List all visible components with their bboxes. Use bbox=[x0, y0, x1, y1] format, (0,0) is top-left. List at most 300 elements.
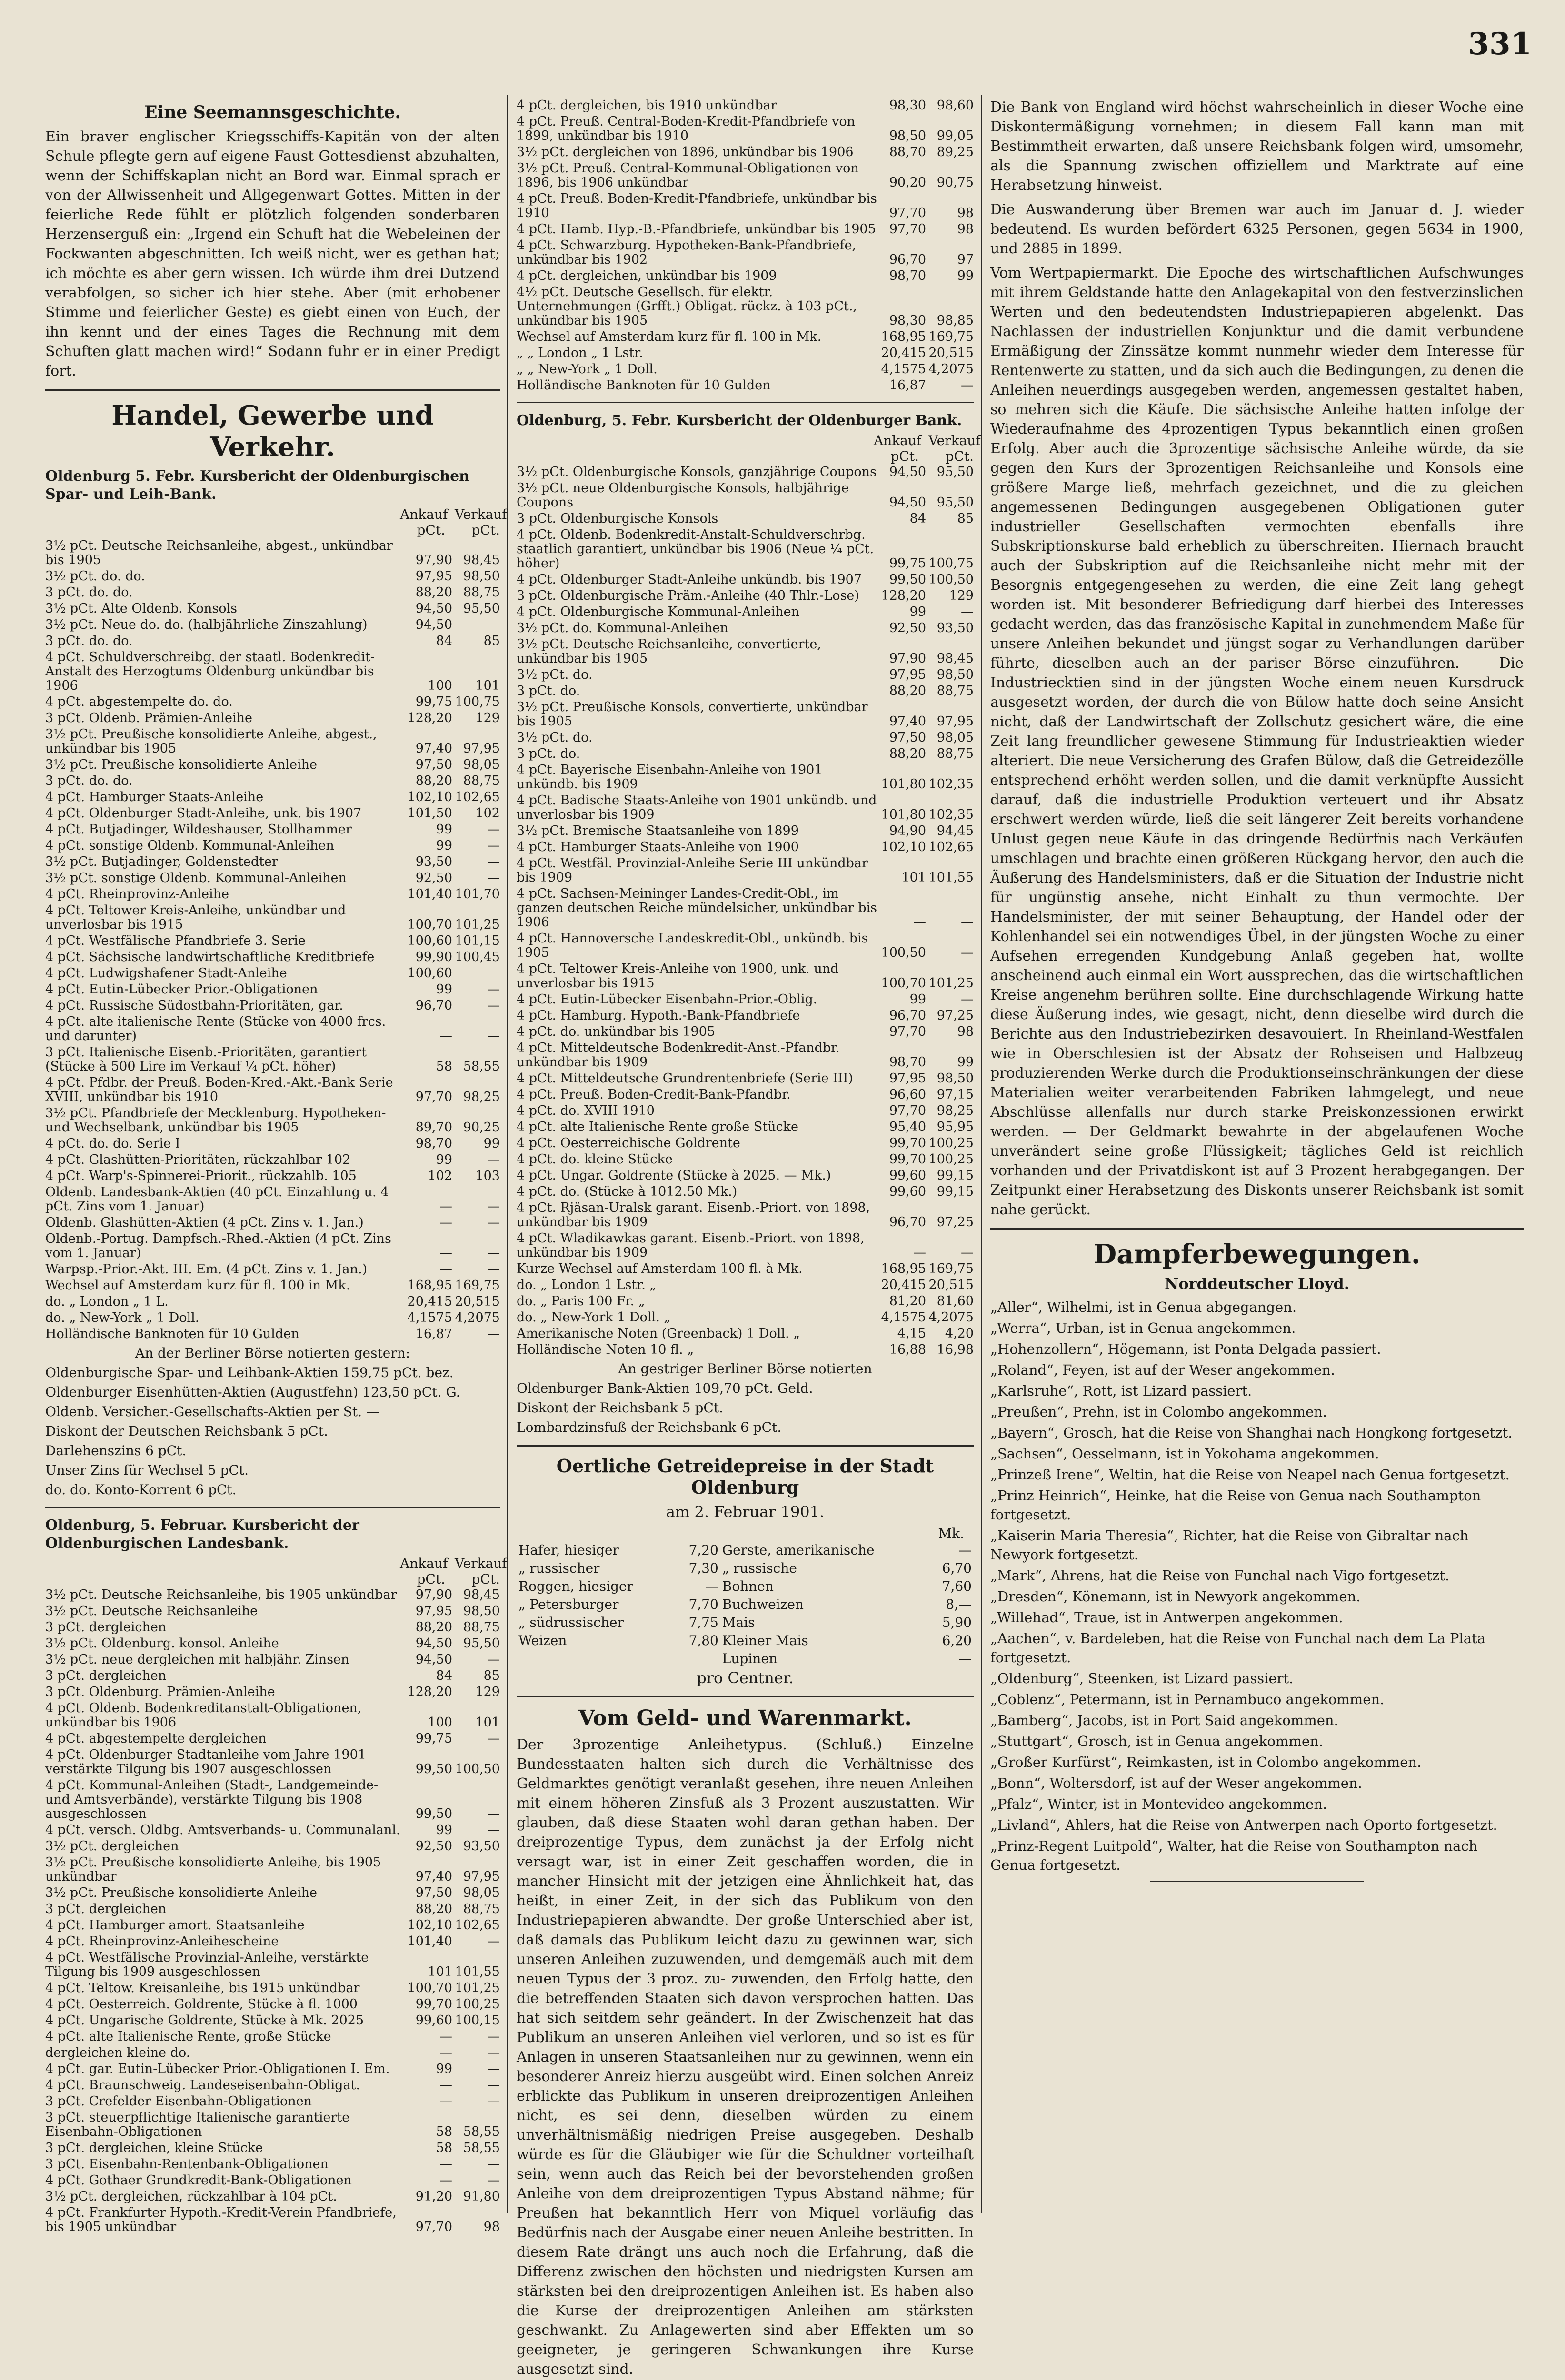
quote-ankauf: 20,415 bbox=[407, 1294, 452, 1309]
quote-ankauf: 100,70 bbox=[881, 976, 926, 991]
quote-row bbox=[45, 1152, 500, 1168]
quote-row bbox=[45, 870, 500, 886]
quote-verkauf: 88,75 bbox=[463, 585, 500, 600]
quote-label: Kurze Wechsel auf Amsterdam 100 fl. à Mk. bbox=[517, 1261, 803, 1276]
quote-label: 3 pCt. Oldenburgische Konsols bbox=[517, 511, 718, 526]
quote-label: 4 pCt. Oldenb. Bodenkreditanstalt-Obligationen, unkündbar bis 1906 bbox=[45, 1701, 362, 1730]
quote-label: 4 pCt. Warp's-Spinnerei-Priorit., rückzahlb. 105 bbox=[45, 1169, 357, 1183]
quote-verkauf: — bbox=[487, 982, 500, 997]
quote-row bbox=[45, 1996, 500, 2013]
quote-row bbox=[517, 762, 974, 793]
quote-row bbox=[517, 114, 974, 144]
quote-label: 4 pCt. Rjäsan-Uralsk garant. Eisenb.-Priort. von 1898, unkündbar bis 1909 bbox=[517, 1200, 870, 1230]
quote-label: 4 pCt. Westfälische Provinzial-Anleihe, verstärkte Tilgung bis 1909 ausgeschlossen bbox=[45, 1950, 369, 1979]
quote-label: 3½ pCt. Preußische konsolidierte Anleihe bbox=[45, 1885, 318, 1900]
quote-row bbox=[45, 633, 500, 649]
quote-verkauf: 129 bbox=[949, 588, 974, 603]
quote-label: 4 pCt. Eutin-Lübecker Eisenbahn-Prior.-Oblig. bbox=[517, 992, 817, 1007]
quote-ankauf: 4,1575 bbox=[407, 1310, 452, 1325]
ship-movement: „Pfalz“, Winter, ist in Montevideo angekommen. bbox=[990, 1796, 1327, 1812]
ship-movement: „Oldenburg“, Steenken, ist Lizard passiert. bbox=[990, 1670, 1294, 1686]
quote-verkauf: 98,45 bbox=[937, 651, 974, 666]
quote-ankauf: 99,90 bbox=[415, 950, 452, 964]
quote-ankauf: 96,70 bbox=[415, 998, 452, 1013]
quote-verkauf: — bbox=[487, 838, 500, 853]
quote-label: 3½ pCt. dergleichen, rückzahlbar à 104 pCt. bbox=[45, 2189, 337, 2204]
quote-label: 3½ pCt. do. do. bbox=[45, 569, 145, 584]
ship-movement: „Bayern“, Grosch, hat die Reise von Shanghai nach Hongkong fortgesetzt. bbox=[990, 1425, 1513, 1441]
quote-ankauf: 168,95 bbox=[881, 329, 926, 344]
column-labels: Ankauf pCt. Verkauf pCt. bbox=[400, 1556, 507, 1587]
note-line: Diskont der Deutschen Reichsbank 5 pCt. bbox=[45, 1423, 328, 1439]
quote-label: 4 pCt. sonstige Oldenb. Kommunal-Anleihen bbox=[45, 838, 334, 853]
quote-row bbox=[45, 1854, 500, 1885]
quote-label: 3 pCt. dergleichen, kleine Stücke bbox=[45, 2141, 263, 2155]
quote-ankauf: 94,50 bbox=[889, 465, 926, 479]
quote-verkauf: 4,2075 bbox=[455, 1310, 500, 1325]
quote-ankauf: — bbox=[913, 915, 926, 930]
grain-price-table bbox=[517, 1541, 974, 1668]
quote-label: do. „ London „ 1 L. bbox=[45, 1294, 169, 1309]
quote-ankauf: 88,20 bbox=[415, 774, 452, 788]
quote-row bbox=[517, 931, 974, 961]
quote-label: 4 pCt. Preuß. Central-Boden-Kredit-Pfandbriefe von 1899, unkündbar bis 1910 bbox=[517, 114, 856, 143]
quote-ankauf: 101,80 bbox=[881, 807, 926, 822]
quote-label: 3 pCt. Crefelder Eisenbahn-Obligationen bbox=[45, 2094, 312, 2109]
quote-verkauf: 101,55 bbox=[928, 870, 974, 885]
quote-row bbox=[517, 636, 974, 667]
quote-row bbox=[45, 1934, 500, 1950]
grain-row bbox=[517, 1650, 974, 1668]
quote-ankauf: 99 bbox=[436, 822, 452, 837]
grain-name: „ russischer bbox=[518, 1560, 600, 1576]
quote-label: 4 pCt. Wladikawkas garant. Eisenb.-Priort. von 1898, unkündbar bis 1909 bbox=[517, 1231, 865, 1260]
quote-ankauf: 20,415 bbox=[881, 1278, 926, 1292]
quote-ankauf: 84 bbox=[436, 634, 452, 648]
divider bbox=[45, 1507, 500, 1508]
quote-row bbox=[45, 601, 500, 617]
quote-label: 3 pCt. do. do. bbox=[45, 774, 133, 788]
quote-row bbox=[517, 191, 974, 221]
grain-price: 7,20 bbox=[688, 1542, 718, 1558]
quote-table-landesbank-continued bbox=[517, 98, 974, 394]
quote-label: 4 pCt. Sächsische landwirtschaftliche Kreditbriefe bbox=[45, 950, 375, 964]
divider bbox=[990, 1228, 1524, 1230]
quote-row bbox=[45, 1294, 500, 1310]
quote-row bbox=[45, 726, 500, 757]
quote-label: 4 pCt. Frankfurter Hypoth.-Kredit-Verein Pfandbriefe, bis 1905 unkündbar bbox=[45, 2205, 397, 2234]
page-number: 331 bbox=[1468, 26, 1532, 62]
note-line: Diskont der Reichsbank 5 pCt. bbox=[517, 1400, 723, 1416]
quote-ankauf: — bbox=[439, 2045, 452, 2060]
grain-name: Bohnen bbox=[722, 1578, 774, 1594]
quote-row bbox=[517, 1071, 974, 1087]
quote-row bbox=[517, 1200, 974, 1230]
quote-verkauf: 98,50 bbox=[463, 569, 500, 584]
quote-row bbox=[45, 1777, 500, 1822]
quote-row bbox=[517, 361, 974, 377]
quote-ankauf: 99 bbox=[436, 2062, 452, 2076]
market-paragraph-1: Der 3prozentige Anleihetypus. (Schluß.) Einzelne Bundesstaaten halten sich durch die Verhältnisse des Geldmarktes genötigt veranlaßt gesehen, ihre neuen Anleihen mit einem höheren Zinsfuß als 3 Prozent auszustatten. Wir glauben, daß diese Staaten wohl daran gethan haben. Der dreiprozentige Typus, dem zunächst ja der Erfolg nicht versagt war, ist in einer Zeit geschaffen worden, die in mancher Hinsicht mit der jetzigen eine Ähnlichkeit hat, das heißt, in einer Zeit, in der sich das Publikum von den Industriepapieren abwandte. Der große Unterschied aber ist, daß damals das Publikum leicht dazu zu gewinnen war, sich unseren Anleihen zuzuwenden, und demgemäß auch mit dem neuen Typus der 3 proz. zu- zuwenden, den Erfolg hatte, den die betreffenden Staaten sich davon versprochen hatten. Das hat sich seitdem sehr geändert. In der Zwischenzeit hat das Publikum an unseren Anleihen viel verloren, und so ist es für Anlagen in unseren Staatsanleihen nur zu gewinnen, wenn ein besonderer Anreiz hierzu ausgeübt wird. Einen solchen Anreiz erblickte das Publikum in unseren dreiprozentigen Anleihen nicht, es sei denn, dieselben würden zu einem unverhältnismäßig niedrigen Preise ausgegeben. Deshalb würde es für die Gläubiger wie für die Schuldner vorteilhaft sein, wenn auch das Reich bei der bevorstehenden großen Anleihe von dem dreiprozentigen Typus Abstand nähme; für Preußen hat bekanntlich Herr von Miquel vorläufig das Bedürfnis nach der Ausgabe einer neuen Anleihe bestritten. In diesem Rate drängt uns auch noch die Erfahrung, daß die Differenz zwischen den höchsten und niedrigsten Kursen am stärksten bei den dreiprozentigen Anleihen ist. Es haben also die Kurse der dreiprozentigen Anleihen am stärksten geschwankt. Zu Anlagewerten sind aber Effekten um so geeigneter, je geringeren Schwankungen ihre Kurse ausgesetzt sind. bbox=[517, 1736, 974, 2378]
quote-ankauf: 100 bbox=[428, 678, 452, 693]
quote-label: 4 pCt. Pfdbr. der Preuß. Boden-Kred.-Akt.-Bank Serie XVIII, unkündbar bis 1910 bbox=[45, 1075, 393, 1104]
quote-ankauf: — bbox=[439, 2157, 452, 2172]
quote-label: 4 pCt. Glashütten-Prioritäten, rückzahlbar 102 bbox=[45, 1152, 351, 1167]
quote-row bbox=[45, 1838, 500, 1854]
grain-price: 7,70 bbox=[688, 1597, 718, 1612]
quote-row bbox=[45, 1747, 500, 1777]
quote-verkauf: 100,25 bbox=[455, 1997, 500, 2012]
quote-row bbox=[517, 1277, 974, 1293]
quote-label: do. „ London 1 Lstr. „ bbox=[517, 1278, 657, 1292]
quote-row bbox=[517, 961, 974, 992]
quote-ankauf: 97,70 bbox=[889, 222, 926, 237]
quote-ankauf: 97,40 bbox=[415, 1869, 452, 1884]
quote-verkauf: — bbox=[487, 2062, 500, 2076]
quote-verkauf: 97,15 bbox=[937, 1087, 974, 1102]
quote-ankauf: 94,50 bbox=[415, 1636, 452, 1651]
quote-verkauf: 101 bbox=[475, 678, 500, 693]
quote-row bbox=[45, 1603, 500, 1619]
grain-row bbox=[517, 1596, 974, 1614]
quote-verkauf: — bbox=[487, 854, 500, 869]
quote-label: 3½ pCt. dergleichen von 1896, unkündbar bis 1906 bbox=[517, 145, 854, 159]
quote-verkauf: 98,05 bbox=[463, 757, 500, 772]
ship-movement: „Aller“, Wilhelmi, ist in Genua abgegangen. bbox=[990, 1299, 1297, 1315]
column-right bbox=[990, 98, 1524, 1889]
quote-label: 3 pCt. dergleichen bbox=[45, 1902, 167, 1916]
divider bbox=[1150, 1881, 1364, 1882]
quote-row bbox=[45, 2189, 500, 2205]
quote-verkauf: 102,65 bbox=[455, 790, 500, 804]
quote-verkauf: 4,20 bbox=[945, 1326, 974, 1341]
quote-ankauf: 99 bbox=[436, 838, 452, 853]
quote-verkauf: 100,25 bbox=[928, 1136, 974, 1150]
quote-row bbox=[45, 757, 500, 773]
market-paragraph-2: Die Bank von England wird höchst wahrscheinlich in dieser Woche eine Diskontermäßigung vornehmen; in diesem Fall kann man mit Bestimmtheit erwarten, daß unsere Reichsbank folgen wird, umsomehr, als die Spannung zwischen offiziellem und Marktrate auf eine Herabsetzung hinweist. bbox=[990, 99, 1524, 194]
quote-ankauf: 102,10 bbox=[407, 1918, 452, 1933]
section-title-handel: Handel, Gewerbe und Verkehr. bbox=[111, 400, 434, 463]
quote-row bbox=[45, 568, 500, 585]
ship-movement: „Prinz-Regent Luitpold“, Walter, hat die Reise von Southampton nach Genua fortgesetzt. bbox=[990, 1838, 1478, 1873]
quote-ankauf: 98,30 bbox=[889, 98, 926, 113]
quote-label: 3½ pCt. neue dergleichen mit halbjähr. Zinsen bbox=[45, 1652, 349, 1667]
ship-movement: „Kaiserin Maria Theresia“, Richter, hat die Reise von Gibraltar nach Newyork fortgesetzt. bbox=[990, 1527, 1469, 1563]
quote-row bbox=[45, 1231, 500, 1261]
quote-verkauf: 91,80 bbox=[463, 2189, 500, 2204]
quote-ankauf: 16,87 bbox=[889, 378, 926, 393]
quote-verkauf: 98,25 bbox=[463, 1090, 500, 1104]
story-title: Eine Seemannsgeschichte. bbox=[144, 102, 401, 122]
quote-row bbox=[45, 1700, 500, 1731]
note-line: Unser Zins für Wechsel 5 pCt. bbox=[45, 1462, 249, 1478]
berlin-notes bbox=[45, 1344, 500, 1498]
quote-row bbox=[45, 1014, 500, 1044]
quote-label: Warpsp.-Prior.-Akt. III. Em. (4 pCt. Zins v. 1. Jan.) bbox=[45, 1262, 368, 1277]
divider bbox=[517, 1445, 974, 1447]
quote-row bbox=[45, 2205, 500, 2235]
quote-ankauf: 99,70 bbox=[889, 1136, 926, 1150]
divider bbox=[45, 389, 500, 391]
quote-verkauf: 95,50 bbox=[463, 1636, 500, 1651]
grain-name: Hafer, hiesiger bbox=[518, 1542, 619, 1558]
quote-verkauf: — bbox=[961, 915, 974, 930]
quote-label: 4 pCt. abgestempelte do. do. bbox=[45, 694, 233, 709]
quote-label: 4 pCt. do. XVIII 1910 bbox=[517, 1103, 655, 1118]
quote-verkauf: 100,45 bbox=[455, 950, 500, 964]
grain-name: Gerste, amerikanische bbox=[722, 1542, 875, 1558]
ship-movement: „Großer Kurfürst“, Reimkasten, ist in Colombo angekommen. bbox=[990, 1754, 1422, 1770]
quote-table-oldenburger-bank bbox=[517, 464, 974, 1358]
quote-ankauf: 97,95 bbox=[415, 1604, 452, 1618]
quote-ankauf: 92,50 bbox=[415, 1839, 452, 1854]
quote-row bbox=[517, 527, 974, 572]
quote-label: 4½ pCt. Deutsche Gesellsch. für elektr. Unternehmungen (Grfft.) Obligat. rückz. à 103 pCt., unkündbar bis 1905 bbox=[517, 285, 857, 328]
quote-ankauf: 168,95 bbox=[407, 1278, 452, 1293]
quote-verkauf: — bbox=[487, 871, 500, 885]
quote-row bbox=[45, 1326, 500, 1342]
quote-verkauf: — bbox=[487, 1215, 500, 1230]
quote-ankauf: 97,40 bbox=[415, 741, 452, 756]
quote-label: 4 pCt. Hamburger Staats-Anleihe von 1900 bbox=[517, 840, 799, 854]
quote-verkauf: — bbox=[487, 2173, 500, 2188]
grain-row bbox=[517, 1541, 974, 1559]
quote-label: 4 pCt. Braunschweig. Landeseisenbahn-Obligat. bbox=[45, 2078, 360, 2092]
quote-verkauf: 98,50 bbox=[463, 1604, 500, 1618]
quote-ankauf: 93,50 bbox=[415, 854, 452, 869]
quote-verkauf: — bbox=[961, 378, 974, 393]
quote-label: 4 pCt. alte italienische Rente (Stücke von 4000 frcs. und darunter) bbox=[45, 1014, 386, 1043]
quote-label: 4 pCt. Mitteldeutsche Bodenkredit-Anst.-Pfandbr. unkündbar bis 1909 bbox=[517, 1041, 840, 1070]
quote-verkauf: 102,35 bbox=[928, 777, 974, 792]
quote-label: 4 pCt. Teltow. Kreisanleihe, bis 1915 unkündbar bbox=[45, 1981, 360, 1995]
quote-ankauf: — bbox=[439, 2173, 452, 2188]
quote-verkauf: 98,05 bbox=[463, 1885, 500, 1900]
quote-row bbox=[45, 538, 500, 568]
quote-label: 3½ pCt. neue Oldenburgische Konsols, halbjährige Coupons bbox=[517, 481, 849, 510]
quote-label: do. „ New-York „ 1 Doll. bbox=[45, 1310, 199, 1325]
quote-label: 4 pCt. Oldenburger Stadtanleihe vom Jahre 1901 verstärkte Tilgung bis 1907 ausgeschlossen bbox=[45, 1747, 366, 1776]
quote-ankauf: 94,50 bbox=[415, 1652, 452, 1667]
note-line: Lombardzinsfuß der Reichsbank 6 pCt. bbox=[517, 1419, 782, 1435]
quote-ankauf: 16,87 bbox=[415, 1327, 452, 1341]
quote-row bbox=[517, 1151, 974, 1168]
quote-label: 3½ pCt. Bremische Staatsanleihe von 1899 bbox=[517, 823, 799, 838]
quote-ankauf: 97,90 bbox=[415, 1587, 452, 1602]
ships-title: Dampferbewegungen. bbox=[1093, 1239, 1421, 1270]
grain-price: 7,75 bbox=[688, 1615, 718, 1630]
quote-ankauf: 101,80 bbox=[881, 777, 926, 792]
quote-row bbox=[45, 789, 500, 805]
quote-row bbox=[517, 730, 974, 746]
quote-verkauf: 4,2075 bbox=[928, 362, 974, 377]
grain-price: — bbox=[958, 1651, 972, 1666]
quote-row bbox=[45, 1636, 500, 1652]
quote-row bbox=[45, 1184, 500, 1215]
grain-price: 8,— bbox=[946, 1597, 972, 1612]
quote-verkauf: — bbox=[487, 1246, 500, 1260]
quote-verkauf: 88,75 bbox=[463, 774, 500, 788]
quote-verkauf: 85 bbox=[483, 1668, 500, 1683]
quote-label: 3½ pCt. dergleichen bbox=[45, 1839, 179, 1854]
quote-row bbox=[45, 1731, 500, 1747]
quote-label: 4 pCt. do. (Stücke à 1012.50 Mk.) bbox=[517, 1184, 738, 1199]
quote-table-spar-leihbank bbox=[45, 538, 500, 1342]
quote-ankauf: 88,20 bbox=[415, 1902, 452, 1916]
quote-verkauf: 93,50 bbox=[463, 1839, 500, 1854]
quote-row bbox=[517, 511, 974, 527]
ship-movement: „Livland“, Ahlers, hat die Reise von Antwerpen nach Oporto fortgesetzt. bbox=[990, 1817, 1497, 1833]
quote-verkauf: 99,15 bbox=[937, 1168, 974, 1183]
column-middle bbox=[517, 98, 981, 2380]
quote-ankauf: — bbox=[439, 2029, 452, 2044]
quote-row bbox=[45, 1980, 500, 1996]
quote-row bbox=[517, 1103, 974, 1119]
quote-ankauf: 97,70 bbox=[889, 1024, 926, 1039]
divider bbox=[517, 402, 974, 403]
quote-label: Amerikanische Noten (Greenback) 1 Doll. „ bbox=[517, 1326, 800, 1341]
quote-row bbox=[45, 1044, 500, 1075]
quote-ankauf: 99 bbox=[909, 605, 926, 619]
quote-row bbox=[45, 617, 500, 633]
quote-row bbox=[45, 854, 500, 870]
quote-verkauf: — bbox=[487, 2157, 500, 2172]
quote-verkauf: 20,515 bbox=[928, 1278, 974, 1292]
quote-label: 3 pCt. Eisenbahn-Rentenbank-Obligationen bbox=[45, 2157, 329, 2172]
quote-ankauf: 20,415 bbox=[881, 346, 926, 360]
quote-row bbox=[45, 1885, 500, 1901]
quote-ankauf: 96,70 bbox=[889, 1215, 926, 1230]
quote-row bbox=[45, 949, 500, 965]
quote-ankauf: 91,20 bbox=[415, 2189, 452, 2204]
quote-ankauf: 128,20 bbox=[407, 711, 452, 725]
column-labels: Ankauf pCt. Verkauf pCt. bbox=[874, 433, 981, 464]
quote-row bbox=[45, 886, 500, 902]
quote-ankauf: 101,50 bbox=[407, 806, 452, 821]
quote-label: 4 pCt. Hamburger amort. Staatsanleihe bbox=[45, 1918, 305, 1933]
quote-ankauf: 99 bbox=[436, 982, 452, 997]
quote-verkauf: 90,75 bbox=[937, 175, 974, 190]
quote-ankauf: 99,60 bbox=[889, 1168, 926, 1183]
quote-verkauf: 95,50 bbox=[937, 465, 974, 479]
quote-table-landesbank bbox=[45, 1587, 500, 2235]
quote-row bbox=[517, 144, 974, 160]
berlin-notes-bank bbox=[517, 1360, 974, 1436]
quote-ankauf: 4,15 bbox=[897, 1326, 926, 1341]
quote-ankauf: 100,50 bbox=[881, 945, 926, 960]
quote-verkauf: — bbox=[487, 1731, 500, 1746]
quote-label: 3½ pCt. Deutsche Reichsanleihe, convertierte, unkündbar bis 1905 bbox=[517, 637, 821, 666]
story-text: Ein braver englischer Kriegsschiffs-Kapitän von der alten Schule pflegte gern auf eigene Faust Gottesdienst abzuhalten, wenn der Schiffskaplan nicht an Bord war. Einmal sprach er von der Allwissenheit und Allgegenwart Gottes. Mitten in der feierliche Rede fühlt er plötzlich folgenden sonderbaren Herzenserguß ein: „Irgend ein Schuft hat die Webeleinen der Fockwanten abgeschnitten. Ich weiß nicht, wer es gethan hat; ich möchte es aber gern wissen. Ich würde ihm drei Dutzend verabfolgen, so sicher ich hier stehe. Aber (mit erhobener Stimme und feierlicher Geste) es giebt einen von Euch, der ihn kennt und der eines Tages die Rechnung mit dem Schuften glatt machen wird!“ Sodann fuhr er in einer Predigt fort. bbox=[45, 129, 500, 379]
quote-row bbox=[45, 805, 500, 822]
quote-ankauf: 98,50 bbox=[889, 129, 926, 143]
quote-ankauf: 128,20 bbox=[407, 1685, 452, 1699]
quote-verkauf: 129 bbox=[475, 1685, 500, 1699]
quote-ankauf: 99,75 bbox=[415, 1731, 452, 1746]
quote-ankauf: — bbox=[439, 1199, 452, 1214]
quote-label: 4 pCt. Oldenburgische Kommunal-Anleihen bbox=[517, 605, 799, 619]
grain-row bbox=[517, 1614, 974, 1632]
quote-verkauf: 98 bbox=[483, 2220, 500, 2234]
quote-row bbox=[517, 1342, 974, 1358]
grain-name bbox=[517, 1650, 674, 1668]
grain-price: 7,30 bbox=[688, 1560, 718, 1576]
quote-ankauf: 99,50 bbox=[889, 572, 926, 587]
ship-movement: „Coblenz“, Petermann, ist in Pernambuco angekommen. bbox=[990, 1691, 1385, 1707]
ship-movement: „Werra“, Urban, ist in Genua angekommen. bbox=[990, 1320, 1296, 1336]
quote-ankauf: 58 bbox=[436, 1059, 452, 1074]
kursbericht-oldenburger-bank-header: Oldenburg, 5. Febr. Kursbericht der Oldenburger Bank. bbox=[517, 412, 962, 429]
ship-movement: „Preußen“, Prehn, ist in Colombo angekommen. bbox=[990, 1404, 1327, 1420]
quote-verkauf: 97,25 bbox=[937, 1008, 974, 1023]
quote-label: 3½ pCt. Butjadinger, Goldenstedter bbox=[45, 854, 278, 869]
quote-verkauf: 101,25 bbox=[455, 917, 500, 932]
quote-label: 4 pCt. Westfäl. Provinzial-Anleihe Serie III unkündbar bis 1909 bbox=[517, 856, 868, 885]
quote-label: 4 pCt. Eutin-Lübecker Prior.-Obligationen bbox=[45, 982, 318, 997]
quote-label: 3½ pCt. Preußische konsolidierte Anleihe, abgest., unkündbar bis 1905 bbox=[45, 727, 377, 756]
quote-label: 4 pCt. Kommunal-Anleihen (Stadt-, Landgemeinde- und Amtsverbände), verstärkte Tilgung bis 1908 ausgeschlossen bbox=[45, 1778, 379, 1821]
quote-row bbox=[517, 1168, 974, 1184]
ship-movement: „Roland“, Feyen, ist auf der Weser angekommen. bbox=[990, 1362, 1336, 1378]
quote-row bbox=[45, 1310, 500, 1326]
grain-name: Weizen bbox=[518, 1633, 567, 1648]
quote-label: 4 pCt. Hamb. Hyp.-B.-Pfandbriefe, unkündbar bis 1905 bbox=[517, 222, 876, 237]
quote-ankauf: 99,50 bbox=[415, 1806, 452, 1821]
quote-verkauf: — bbox=[487, 1152, 500, 1167]
quote-verkauf: 99,05 bbox=[937, 129, 974, 143]
grain-row bbox=[517, 1577, 974, 1596]
quote-row bbox=[517, 160, 974, 191]
quote-verkauf: 88,75 bbox=[463, 1620, 500, 1635]
quote-row bbox=[45, 1652, 500, 1668]
quote-row bbox=[517, 284, 974, 329]
ship-movement: „Mark“, Ahrens, hat die Reise von Funchal nach Vigo fortgesetzt. bbox=[990, 1567, 1450, 1584]
quote-verkauf: 89,25 bbox=[937, 145, 974, 159]
quote-row bbox=[45, 1684, 500, 1700]
quote-label: 3½ pCt. do. bbox=[517, 730, 593, 745]
quote-row bbox=[517, 1326, 974, 1342]
quote-row bbox=[45, 1261, 500, 1278]
quote-row bbox=[45, 2013, 500, 2029]
quote-verkauf: — bbox=[487, 1934, 500, 1949]
market-paragraph-3: Die Auswanderung über Bremen war auch im Januar d. J. wieder bedeutend. Es wurden befördert 6325 Personen, gegen 5634 in 1900, und 2885 in 1899. bbox=[990, 201, 1524, 257]
quote-verkauf: — bbox=[961, 605, 974, 619]
quote-verkauf: 101,25 bbox=[928, 976, 974, 991]
quote-label: 3½ pCt. Preußische konsolidierte Anleihe bbox=[45, 757, 318, 772]
quote-label: 3 pCt. dergleichen bbox=[45, 1620, 167, 1635]
quote-label: 3 pCt. do. bbox=[517, 746, 580, 761]
column-divider bbox=[981, 95, 982, 2213]
quote-ankauf: 95,40 bbox=[889, 1120, 926, 1134]
quote-label: 4 pCt. versch. Oldbg. Amtsverbands- u. Communalanl. bbox=[45, 1823, 400, 1837]
quote-label: 4 pCt. Bayerische Eisenbahn-Anleihe von 1901 unkündb. bis 1909 bbox=[517, 763, 823, 792]
quote-verkauf: 93,50 bbox=[937, 621, 974, 635]
quote-row bbox=[45, 2077, 500, 2093]
quote-label: Wechsel auf Amsterdam kurz für fl. 100 in Mk. bbox=[45, 1278, 350, 1293]
quote-verkauf: — bbox=[487, 2094, 500, 2109]
quote-label: 4 pCt. do. kleine Stücke bbox=[517, 1152, 673, 1167]
quote-ankauf: 88,70 bbox=[889, 145, 926, 159]
quote-row bbox=[517, 221, 974, 238]
quote-ankauf: — bbox=[439, 1029, 452, 1043]
quote-label: 4 pCt. Rheinprovinz-Anleihe bbox=[45, 887, 229, 902]
quote-label: 3½ pCt. Deutsche Reichsanleihe bbox=[45, 1604, 258, 1618]
quote-verkauf: 98,60 bbox=[937, 98, 974, 113]
quote-ankauf: 99 bbox=[909, 992, 926, 1007]
quote-row bbox=[517, 620, 974, 636]
quote-row bbox=[517, 1261, 974, 1277]
quote-label: 4 pCt. Ludwigshafener Stadt-Anleihe bbox=[45, 966, 287, 981]
